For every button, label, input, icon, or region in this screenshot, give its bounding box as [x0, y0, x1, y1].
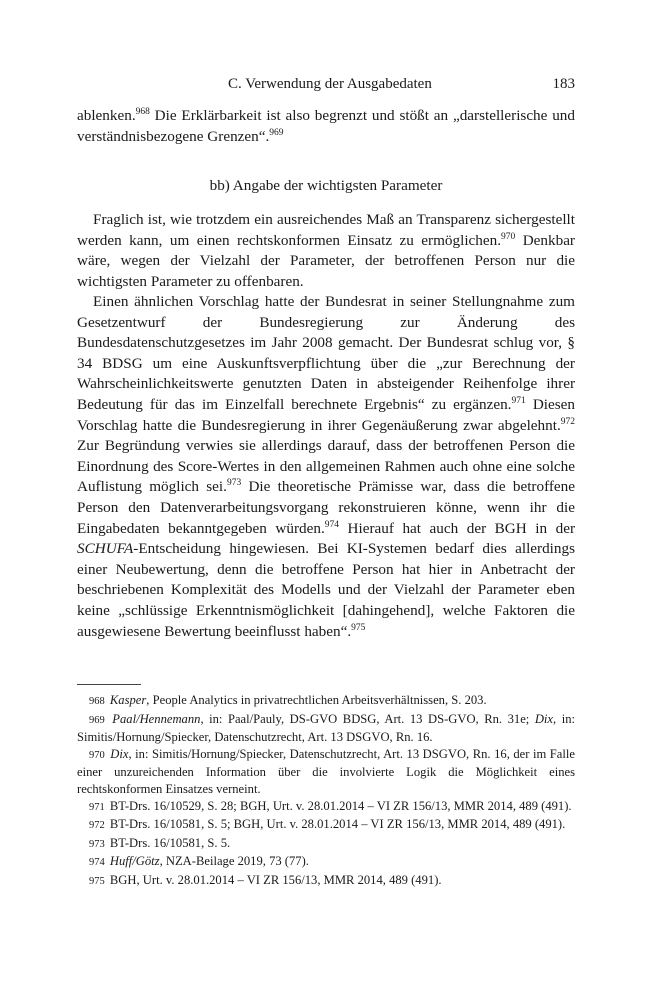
- footnote-ref-969[interactable]: 969: [269, 127, 284, 138]
- footnote-970: [77, 746, 575, 798]
- footnote-author: Paal/Hennemann: [112, 711, 201, 726]
- paragraph-text: Zur Begründung verwies sie allerdings darauf, dass der betroffenen Person die Einordnung des Score-Wertes in den allgemeinen Rahmen auch ohne eine solche Auflistung möglich sei.: [77, 437, 575, 496]
- footnote-ref-970[interactable]: 970: [501, 231, 516, 242]
- footnote-number: 968: [89, 696, 105, 707]
- footnote-973: [77, 835, 575, 854]
- footnote-number: 974: [89, 857, 105, 869]
- page-number: 183: [552, 76, 575, 92]
- footnote-text: , in: Simitis/Hornung/Spiecker, Datenschutzrecht, Art. 13 DSGVO, Rn. 16, der im Falle einer unzureichenden Information über die involvierte Logik die Möglichkeit eines rechtskonformen Einsatzes verneint.: [77, 746, 575, 796]
- footnote-968: [77, 692, 575, 711]
- footnote-969: [77, 711, 575, 746]
- footnote-author: Dix: [534, 711, 554, 726]
- footnote-number: 971: [89, 801, 105, 813]
- running-head: [77, 76, 575, 96]
- paragraph-text: Diesen Vorschlag hatte die Bundesregierung in ihrer Gegenäußerung zwar abgelehnt.: [77, 395, 575, 434]
- footnote-text: BGH, Urt. v. 28.01.2014 – VI ZR 156/13, MMR 2014, 489 (491).: [109, 872, 442, 887]
- footnote-author: Huff/Götz: [109, 854, 160, 869]
- footnote-ref-974[interactable]: 974: [324, 519, 339, 530]
- paragraph-text: Die Erklärbarkeit ist also begrenzt und stößt an „darstellerische und verständnisbezogene Grenzen“.: [77, 107, 575, 145]
- paragraph-1: [77, 210, 575, 292]
- footnote-ref-972[interactable]: 972: [560, 416, 575, 427]
- paragraph-2: [77, 292, 575, 642]
- paragraph-text: ablenken.: [77, 107, 136, 124]
- footnote-number: 975: [89, 875, 105, 887]
- footnote-975: [77, 872, 575, 891]
- paragraph-text: Denkbar wäre, wegen der Vielzahl der Parameter, der betroffenen Person nur die wichtigsten Parameter zu offenbaren.: [77, 231, 575, 290]
- footnote-ref-968[interactable]: 968: [135, 107, 150, 117]
- footnote-text: , NZA-Beilage 2019, 73 (77).: [159, 854, 309, 869]
- footnote-text: , in: Simitis/Hornung/Spiecker, Datenschutzrecht, Art. 13 DSGVO, Rn. 16.: [77, 711, 575, 745]
- footnote-text: BT-Drs. 16/10581, S. 5.: [109, 835, 231, 850]
- footnote-number: 970: [89, 749, 105, 761]
- case-name-italic: SCHUFA: [77, 540, 134, 558]
- section-heading: bb) Angabe der wichtigsten Parameter: [209, 177, 443, 194]
- footnote-972: [77, 816, 575, 835]
- footnote-974: [77, 853, 575, 872]
- continued-paragraph: [77, 106, 575, 147]
- paragraph-text: Hierauf hat auch der BGH in der: [339, 519, 576, 537]
- footnote-author: Kasper: [109, 693, 147, 707]
- footnote-divider: [77, 684, 141, 685]
- paragraph-text: -Entscheidung hingewiesen. Bei KI-Systemen bedarf dies allerdings einer Neubewertung, denn die betroffene Person hat hier in Anbetracht der beschriebenen Komplexität des Modells und der Vielzahl der Parameter eben keine „schlüssige Erkenntnismöglichkeit [dahingehend], welche Faktoren die ausgewiesene Bewertung beeinflusst haben“.: [77, 540, 575, 640]
- footnote-ref-975[interactable]: 975: [351, 622, 366, 633]
- running-title: C. Verwendung der Ausgabedaten: [228, 76, 432, 92]
- paragraph-text: Die theoretische Prämisse war, dass die betroffene Person den Datenverarbeitungsvorgang rekonstruieren könne, wenn ihr die Eingabedaten bekanntgegeben würden.: [77, 478, 575, 537]
- paragraph-text: Fraglich ist, wie trotzdem ein ausreichendes Maß an Transparenz sichergestellt werden kann, um einen rechtskonformen Einsatz zu ermöglichen.: [77, 211, 575, 249]
- footnote-text: BT-Drs. 16/10581, S. 5; BGH, Urt. v. 28.01.2014 – VI ZR 156/13, MMR 2014, 489 (491).: [109, 817, 566, 832]
- footnotes-section: [77, 692, 575, 891]
- footnote-author: Dix: [110, 746, 129, 761]
- footnote-text: , in: Paal/Pauly, DS-GVO BDSG, Art. 13 DS-GVO, Rn. 31e;: [200, 711, 535, 726]
- footnote-number: 969: [89, 714, 105, 726]
- footnote-number: 972: [89, 820, 105, 832]
- footnote-text: , People Analytics in privatrechtlichen Arbeitsverhältnissen, S. 203.: [146, 693, 487, 707]
- paragraph-text: Einen ähnlichen Vorschlag hatte der Bundesrat in seiner Stellungnahme zum Gesetzentwurf der Bundesregierung zur Änderung des Bundesdatenschutzgesetzes im Jahr 2008 gemacht. Der Bundesrat schlug vor, § 34 BDSG um eine Auskunftsverpflichtung über die „zur Berechnung der Wahrscheinlichkeitswerte genutzten Daten in absteigender Reihenfolge ihrer Bedeutung für das im Einzelfall berechnete Ergebnis“ zu ergänzen.: [77, 293, 575, 413]
- footnote-text: BT-Drs. 16/10529, S. 28; BGH, Urt. v. 28.01.2014 – VI ZR 156/13, MMR 2014, 489 (491).: [109, 798, 572, 813]
- footnote-ref-971[interactable]: 971: [511, 395, 526, 406]
- footnote-ref-973[interactable]: 973: [226, 478, 242, 489]
- footnote-number: 973: [89, 838, 105, 850]
- footnote-971: [77, 798, 575, 817]
